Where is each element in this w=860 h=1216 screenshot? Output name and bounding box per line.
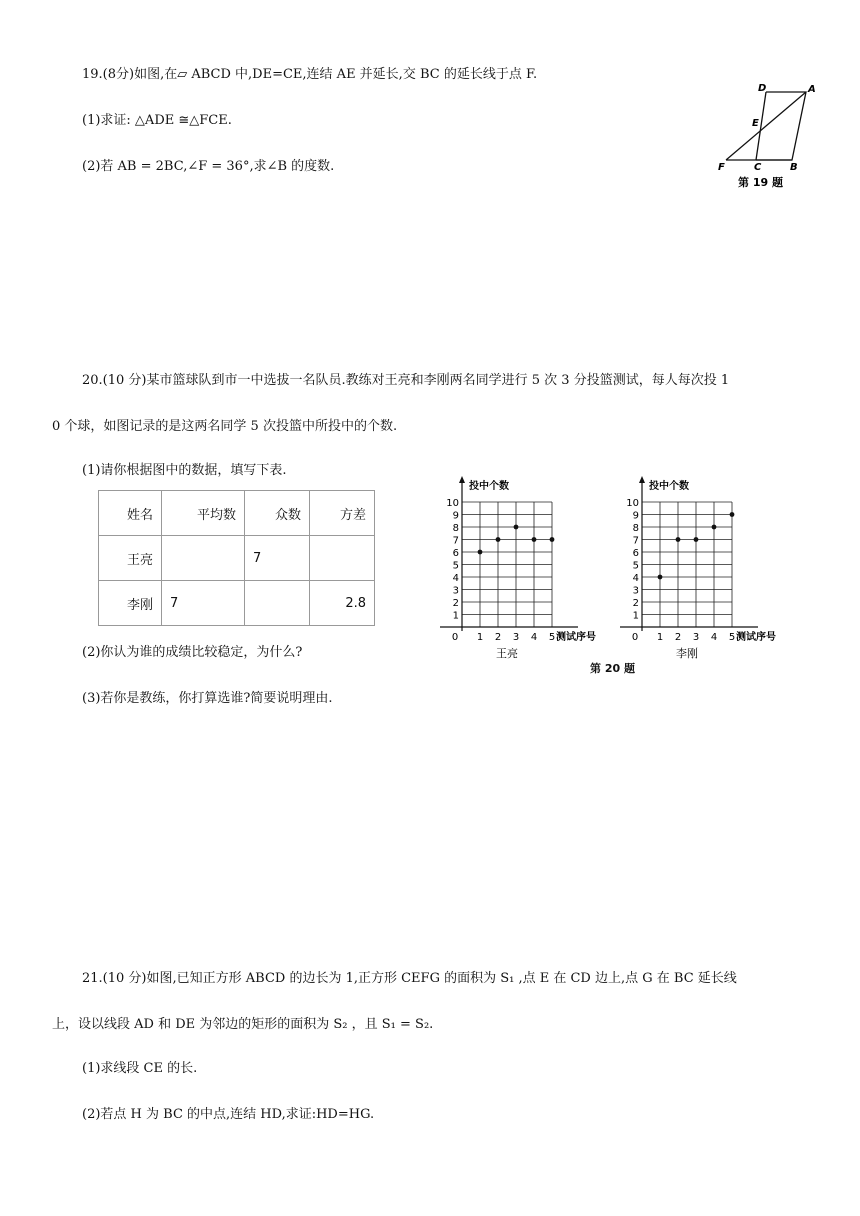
- q20-chart-ligang: [620, 475, 800, 665]
- y-tick-label: 8: [452, 523, 459, 534]
- q19-caption: 第 19 题: [738, 176, 783, 189]
- q19-label-a: A: [808, 84, 816, 95]
- q19-parallelogram-figure: [712, 82, 822, 197]
- q21-line2: 上，设以线段 AD 和 DE 为邻边的矩形的面积为 S₂ ，且 S₁ = S₂.: [52, 1017, 434, 1032]
- q19-label-f: F: [718, 162, 725, 173]
- cell-mode: 7: [245, 536, 310, 581]
- x-tick-label: 5: [728, 632, 736, 643]
- data-point: [532, 537, 537, 542]
- header-name: 姓名: [99, 491, 162, 536]
- x-tick-label: 1: [476, 632, 484, 643]
- x-tick-label: 0: [451, 632, 459, 643]
- data-point: [676, 537, 681, 542]
- q20-score-table: [98, 490, 375, 626]
- q19-part1: (1)求证: △ADE ≅△FCE.: [82, 113, 232, 128]
- x-tick-label: 1: [656, 632, 664, 643]
- q21-part2: (2)若点 H 为 BC 的中点,连结 HD,求证:HD=HG.: [82, 1107, 375, 1122]
- header-mode: 众数: [245, 491, 310, 536]
- y-tick-label: 8: [632, 523, 639, 534]
- x-tick-label: 4: [530, 632, 538, 643]
- y-tick-label: 1: [452, 610, 459, 622]
- data-point: [514, 525, 519, 530]
- y-tick-label: 10: [626, 498, 639, 509]
- data-point: [496, 537, 501, 542]
- table-row: [99, 536, 375, 581]
- table-header-row: [99, 491, 375, 536]
- y-axis-label: 投中个数: [469, 481, 509, 492]
- y-tick-label: 4: [632, 573, 639, 584]
- y-axis-arrow-icon: [639, 476, 645, 483]
- cell-variance: 2.8: [310, 581, 375, 626]
- x-tick-label: 3: [692, 632, 700, 643]
- data-point: [730, 512, 735, 517]
- y-tick-label: 6: [452, 548, 459, 559]
- data-point: [658, 575, 663, 580]
- q19-label-c: C: [754, 162, 762, 173]
- data-point: [712, 525, 717, 530]
- y-tick-label: 7: [632, 535, 639, 547]
- y-tick-label: 3: [452, 585, 459, 597]
- header-mean: 平均数: [162, 491, 245, 536]
- y-tick-label: 9: [452, 510, 459, 522]
- cell-variance: [310, 536, 375, 581]
- x-tick-label: 5: [548, 632, 556, 643]
- cell-name: 李刚: [99, 581, 162, 626]
- q21-line1: 21.(10 分)如图,已知正方形 ABCD 的边长为 1,正方形 CEFG 的面积为 S₁ ,点 E 在 CD 边上,点 G 在 BC 延长线: [82, 971, 737, 986]
- data-point: [478, 550, 483, 555]
- q20-part3: (3)若你是教练，你打算选谁?简要说明理由.: [82, 691, 333, 706]
- y-tick-label: 5: [452, 560, 459, 572]
- y-tick-label: 2: [632, 598, 639, 609]
- q20-caption: 第 20 题: [590, 662, 635, 675]
- q20-line2: 0 个球，如图记录的是这两名同学 5 次投篮中所投中的个数.: [52, 419, 398, 434]
- chart-title: 李刚: [676, 647, 698, 660]
- table-row: [99, 581, 375, 626]
- y-tick-label: 6: [632, 548, 639, 559]
- y-tick-label: 10: [446, 498, 459, 509]
- y-tick-label: 4: [452, 573, 459, 584]
- header-variance: 方差: [310, 491, 375, 536]
- q20-line1: 20.(10 分)某市篮球队到市一中选拔一名队员.教练对王亮和李刚两名同学进行 5 次 3 分投篮测试，每人每次投 1: [82, 373, 730, 388]
- q20-part1: (1)请你根据图中的数据，填写下表.: [82, 463, 287, 478]
- cell-mean: [162, 536, 245, 581]
- y-axis-label: 投中个数: [649, 481, 689, 492]
- x-tick-label: 2: [674, 632, 682, 643]
- chart-title: 王亮: [496, 647, 518, 660]
- q20-chart-wangliang: [440, 475, 620, 665]
- y-tick-label: 2: [452, 598, 459, 609]
- cell-mean: 7: [162, 581, 245, 626]
- y-axis-arrow-icon: [459, 476, 465, 483]
- y-tick-label: 3: [632, 585, 639, 597]
- x-tick-label: 0: [631, 632, 639, 643]
- q19-title: 19.(8分)如图,在▱ ABCD 中,DE=CE,连结 AE 并延长,交 BC 的延长线于点 F.: [82, 67, 538, 82]
- cell-mode: [245, 581, 310, 626]
- x-axis-label: 测试序号: [556, 632, 596, 643]
- y-tick-label: 5: [632, 560, 639, 572]
- x-tick-label: 4: [710, 632, 718, 643]
- q20-part2: (2)你认为谁的成绩比较稳定，为什么?: [82, 645, 303, 660]
- y-tick-label: 7: [452, 535, 459, 547]
- q19-part2: (2)若 AB = 2BC,∠F = 36°,求∠B 的度数.: [82, 159, 335, 174]
- data-point: [694, 537, 699, 542]
- y-tick-label: 1: [632, 610, 639, 622]
- q19-label-b: B: [790, 162, 798, 173]
- q19-label-d: D: [758, 83, 767, 94]
- data-point: [550, 537, 555, 542]
- x-tick-label: 2: [494, 632, 502, 643]
- cell-name: 王亮: [99, 536, 162, 581]
- x-tick-label: 3: [512, 632, 520, 643]
- y-tick-label: 9: [632, 510, 639, 522]
- q19-label-e: E: [752, 118, 759, 129]
- x-axis-label: 测试序号: [736, 632, 776, 643]
- q21-part1: (1)求线段 CE 的长.: [82, 1061, 198, 1076]
